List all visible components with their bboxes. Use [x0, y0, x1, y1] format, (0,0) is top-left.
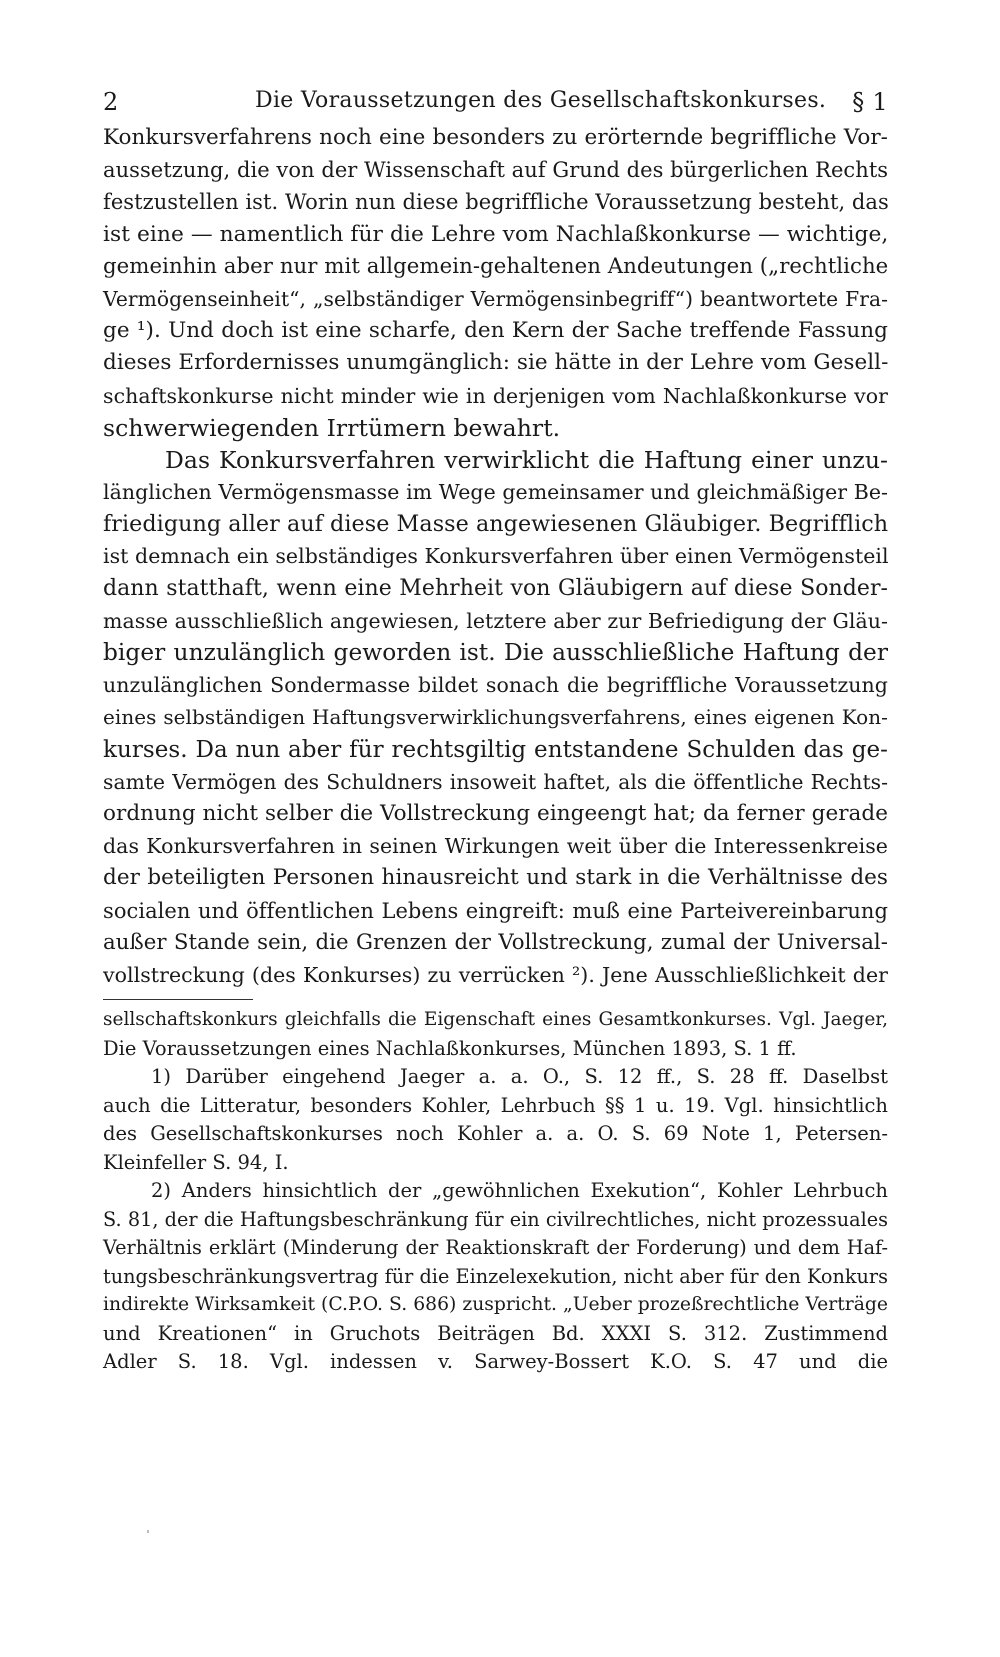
page-header [103, 88, 888, 122]
book-page [103, 88, 888, 1377]
body-line: unzulänglichen Sondermasse bildet sonach die begriffliche Voraussetzung [103, 673, 888, 698]
footnote-line: Verhältnis erklärt (Minderung der Reaktionskraft der Forderung) und dem Haf- [103, 1236, 888, 1260]
footnote-line: 2) Anders hinsichtlich der „gewöhnlichen Exekution“, Kohler Lehrbuch [151, 1179, 888, 1203]
body-line: dieses Erfordernisses unumgänglich: sie hätte in der Lehre vom Gesell- [103, 350, 889, 376]
body-line: Vermögenseinheit“, „selbständiger Vermögensinbegriff“) beantwortete Fra- [103, 286, 888, 311]
body-line: ist demnach ein selbständiges Konkursverfahren über einen Vermögensteil [103, 544, 889, 569]
footnote-line: Die Voraussetzungen eines Nachlaßkonkurses, München 1893, S. 1 ff. [103, 1036, 797, 1060]
body-line: festzustellen ist. Worin nun diese begriffliche Voraussetzung besteht, das [103, 190, 889, 215]
footnote-line: tungsbeschränkungsvertrag für die Einzelexekution, nicht aber für den Konkurs [103, 1264, 888, 1288]
body-line: länglichen Vermögensmasse im Wege gemeinsamer und gleichmäßiger Be- [103, 480, 888, 505]
body-line: Das Konkursverfahren verwirklicht die Haftung einer unzu- [165, 445, 888, 474]
body-line: Konkursverfahrens noch eine besonders zu erörternde begriffliche Vor- [103, 125, 888, 150]
body-line: vollstreckung (des Konkurses) zu verrücken ²). Jene Ausschließlichkeit der [103, 962, 888, 987]
footnote-line: sellschaftskonkurs gleichfalls die Eigenschaft eines Gesamtkonkurses. Vgl. Jaeger, [103, 1009, 888, 1031]
body-line: socialen und öffentlichen Lebens eingreift: muß eine Parteivereinbarung [103, 898, 888, 923]
footnote-line: 1) Darüber eingehend Jaeger a. a. O., S. 12 ff., S. 28 ff. Daselbst [151, 1065, 888, 1089]
body-line: der beteiligten Personen hinausreicht und stark in die Verhältnisse des [103, 865, 888, 891]
body-line: gemeinhin aber nur mit allgemein-gehaltenen Andeutungen („rechtliche [103, 253, 889, 279]
body-line: aussetzung, die von der Wissenschaft auf Grund des bürgerlichen Rechts [103, 158, 889, 183]
body-line: schwerwiegenden Irrtümern bewahrt. [103, 413, 561, 442]
running-title: Die Voraussetzungen des Gesellschaftskonkurses. [255, 88, 827, 113]
body-line: biger unzulänglich geworden ist. Die ausschließliche Haftung der [103, 639, 888, 666]
body-line: kurses. Da nun aber für rechtsgiltig entstandene Schulden das ge- [103, 736, 888, 763]
body-line: ordnung nicht selber die Vollstreckung eingeengt hat; da ferner gerade [103, 800, 888, 826]
footnote-line: S. 81, der die Haftungsbeschränkung für ein civilrechtliches, nicht prozessuales [103, 1207, 888, 1231]
footnote-line: indirekte Wirksamkeit (C.P.O. S. 686) zuspricht. „Ueber prozeßrechtliche Verträge [103, 1294, 888, 1316]
footnote-line: auch die Litteratur, besonders Kohler, Lehrbuch §§ 1 u. 19. Vgl. hinsichtlich [103, 1093, 888, 1117]
section-mark: § 1 [852, 88, 888, 116]
body-text [103, 122, 888, 991]
footnote-line: Kleinfeller S. 94, I. [103, 1150, 289, 1174]
body-line: friedigung aller auf diese Masse angewiesenen Gläubiger. Begrifflich [103, 511, 889, 538]
footnote-line: Adler S. 18. Vgl. indessen v. Sarwey-Bossert K.O. S. 47 und die [103, 1350, 888, 1374]
body-line: masse ausschließlich angewiesen, letztere aber zur Befriedigung der Gläu- [103, 608, 888, 633]
page-number: 2 [103, 88, 119, 116]
body-line: eines selbständigen Haftungsverwirklichungsverfahrens, eines eigenen Kon- [103, 705, 888, 730]
paper-speck [147, 1530, 149, 1533]
body-line: ist eine — namentlich für die Lehre vom Nachlaßkonkurse — wichtige, [103, 221, 889, 247]
body-line: das Konkursverfahren in seinen Wirkungen weit über die Interessenkreise [103, 834, 888, 859]
body-line: außer Stande sein, die Grenzen der Vollstreckung, zumal der Universal- [103, 929, 888, 955]
footnote-line: des Gesellschaftskonkurses noch Kohler a. a. O. S. 69 Note 1, Petersen- [103, 1122, 888, 1146]
footnote-rule [103, 999, 253, 1000]
body-line: samte Vermögen des Schuldners insoweit haftet, als die öffentliche Rechts- [103, 769, 888, 794]
footnote-line: und Kreationen“ in Gruchots Beiträgen Bd. XXXI S. 312. Zustimmend [103, 1321, 888, 1345]
body-line: ge ¹). Und doch ist eine scharfe, den Kern der Sache treffende Fassung [103, 318, 888, 344]
body-line: schaftskonkurse nicht minder wie in derjenigen vom Nachlaßkonkurse vor [103, 383, 888, 408]
footnotes [103, 1006, 888, 1377]
body-line: dann statthaft, wenn eine Mehrheit von Gläubigern auf diese Sonder- [103, 575, 888, 601]
